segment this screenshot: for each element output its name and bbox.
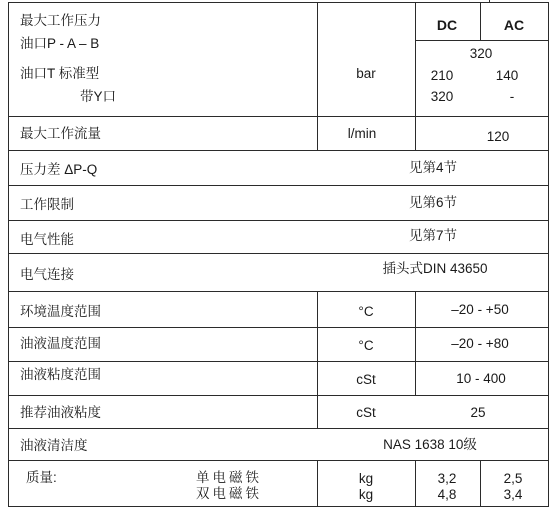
row-divider [8, 220, 549, 221]
connection-label: 电气连接 [20, 267, 74, 282]
cleanliness-value: NAS 1638 10级 [383, 437, 477, 452]
mass-double-ac: 3,4 [503, 487, 523, 502]
table-right-border [548, 2, 549, 507]
table-bottom-border [8, 506, 549, 507]
viscosity-range-value: 10 - 400 [456, 371, 506, 386]
unit-column-divider [415, 2, 416, 151]
ambient-temp-value: –20 - +50 [451, 302, 509, 317]
pressure-label-t-y-port: 带Y口 [80, 89, 117, 104]
ambient-temp-unit: °C [358, 304, 374, 319]
label-column-divider [317, 2, 318, 151]
cleanliness-label: 油液清洁度 [20, 438, 88, 453]
row-divider [8, 428, 549, 429]
row-divider [8, 460, 549, 461]
pressure-t-y-port-ac: - [509, 89, 515, 104]
flow-label: 最大工作流量 [20, 126, 101, 141]
connection-value: 插头式DIN 43650 [382, 261, 488, 276]
dcac-column-divider [480, 460, 481, 507]
pressure-t-standard-dc: 210 [430, 68, 454, 83]
fluid-temp-unit: °C [358, 338, 374, 353]
pressure-label-pab: 油口P - A – B [20, 36, 100, 51]
fluid-temp-label: 油液温度范围 [20, 336, 101, 351]
mass-single-ac: 2,5 [503, 471, 523, 486]
pressure-pab-value: 320 [469, 46, 493, 61]
row-divider [8, 185, 549, 186]
work-limit-label: 工作限制 [20, 197, 74, 212]
dcac-header-divider [415, 40, 549, 41]
row-divider [8, 361, 549, 362]
mass-single-solenoid-label: 单电磁铁 [196, 470, 262, 485]
table-left-border [8, 2, 9, 507]
viscosity-range-unit: cSt [356, 372, 376, 387]
viscosity-rec-label: 推荐油液粘度 [20, 405, 101, 420]
header-ac: AC [503, 17, 525, 33]
unit-column-divider [415, 460, 416, 507]
flow-unit: l/min [347, 126, 377, 141]
top-tick-mark [489, 0, 490, 3]
mass-unit-single: kg [358, 471, 374, 486]
row-divider [8, 116, 549, 117]
pressure-label-t-standard: 油口T 标准型 [20, 66, 100, 81]
dcac-column-divider [480, 2, 481, 41]
row-divider [8, 150, 549, 151]
mass-unit-double: kg [358, 487, 374, 502]
pressure-diff-value: 见第4节 [408, 160, 458, 175]
mass-label: 质量: [26, 470, 57, 485]
viscosity-rec-value: 25 [470, 405, 486, 420]
mass-single-dc: 3,2 [437, 471, 457, 486]
pressure-t-y-port-dc: 320 [430, 89, 454, 104]
pressure-diff-label: 压力差 ΔP-Q [20, 162, 98, 177]
table-top-border [8, 2, 549, 3]
work-limit-value: 见第6节 [408, 195, 458, 210]
electrical-value: 见第7节 [408, 228, 458, 243]
mass-double-solenoid-label: 双电磁铁 [196, 486, 262, 501]
fluid-temp-value: –20 - +80 [451, 336, 509, 351]
pressure-label-max: 最大工作压力 [20, 13, 101, 28]
ambient-temp-label: 环境温度范围 [20, 304, 101, 319]
unit-column-divider [415, 291, 416, 395]
flow-value: 120 [486, 129, 510, 144]
header-dc: DC [436, 17, 458, 33]
label-column-divider [317, 460, 318, 507]
viscosity-range-label: 油液粘度范围 [20, 367, 101, 382]
pressure-t-standard-ac: 140 [495, 68, 519, 83]
viscosity-rec-unit: cSt [356, 405, 376, 420]
pressure-unit: bar [356, 66, 376, 81]
row-divider [8, 253, 549, 254]
mass-double-dc: 4,8 [437, 487, 457, 502]
row-divider [8, 327, 549, 328]
electrical-label: 电气性能 [20, 232, 74, 247]
label-column-divider [317, 291, 318, 429]
row-divider [8, 395, 549, 396]
row-divider [8, 291, 549, 292]
